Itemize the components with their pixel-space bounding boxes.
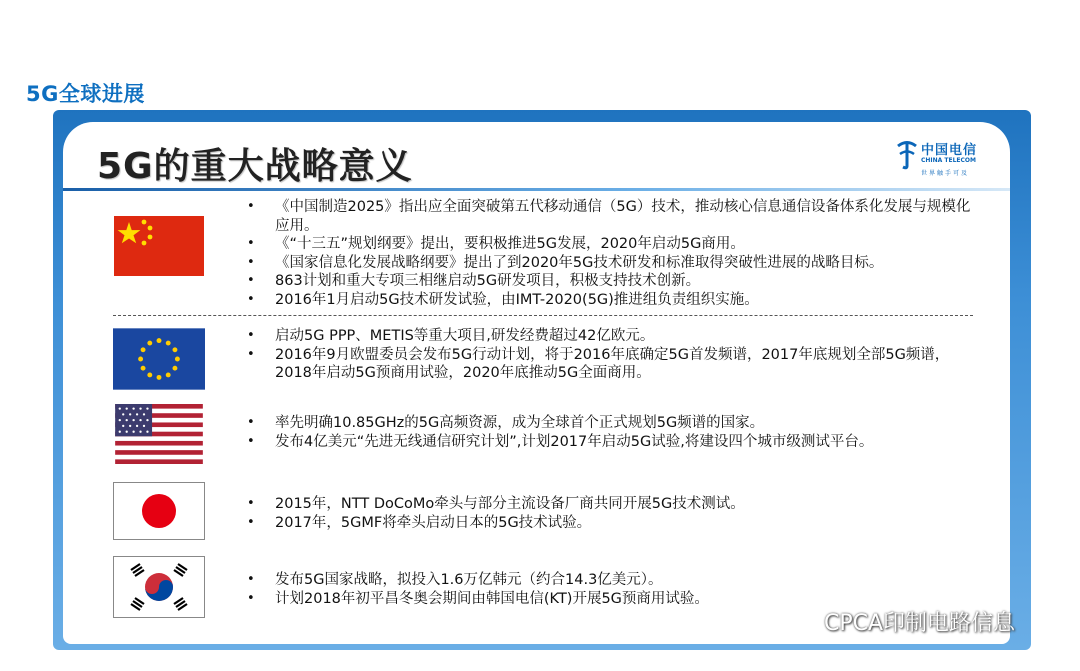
wechat-icon (788, 608, 818, 634)
list-item: • 2016年1月启动5G技术研发试验，由IMT-2020(5G)推进组负责组织实施。 (247, 291, 977, 310)
korea-bullets (247, 571, 977, 608)
korea-flag-icon (113, 556, 205, 618)
eu-bullets (247, 327, 977, 383)
china-telecom-logo (895, 136, 991, 180)
logo-text-cn: 中国电信 (921, 143, 978, 158)
china-bullets (247, 198, 977, 309)
list-item: • 启动5G PPP、METIS等重大项目,研发经费超过42亿欧元。 (247, 327, 977, 346)
china-flag-icon (113, 216, 205, 276)
slide (63, 122, 1010, 644)
logo-text-en: CHINA TELECOM (921, 157, 976, 164)
slide-title: 5G的重大战略意义 (97, 146, 413, 187)
list-item: • 2017年，5GMF将牵头启动日本的5G技术试验。 (247, 514, 977, 533)
list-item: • 《中国制造2025》指出应全面突破第五代移动通信（5G）技术，推动核心信息通信设备体系化发展与规模化应用。 (247, 198, 977, 235)
china-telecom-symbol-icon (895, 140, 919, 170)
list-item: • 863计划和重大专项三相继启动5G研发项目，积极支持技术创新。 (247, 272, 977, 291)
list-item: • 2015年，NTT DoCoMo牵头与部分主流设备厂商共同开展5G技术测试。 (247, 495, 977, 514)
list-item: • 发布5G国家战略，拟投入1.6万亿韩元（约合14.3亿美元）。 (247, 571, 977, 590)
watermark (788, 606, 1015, 636)
watermark-text: CPCA印制电路信息 (824, 610, 1016, 636)
list-item: • 率先明确10.85GHz的5G高频资源，成为全球首个正式规划5G频谱的国家。 (247, 414, 977, 433)
page-heading: 5G全球进展 (26, 82, 145, 106)
usa-bullets (247, 414, 977, 451)
list-item: • 《国家信息化发展战略纲要》提出了到2020年5G技术研发和标准取得突破性进展的战略目标。 (247, 254, 977, 273)
usa-flag-icon (113, 404, 205, 464)
title-underline (63, 188, 1010, 191)
logo-tagline: 世界触手可及 (921, 170, 970, 177)
list-item: • 《“十三五”规划纲要》提出，要积极推进5G发展，2020年启动5G商用。 (247, 235, 977, 254)
section-divider (113, 315, 973, 316)
eu-flag-icon (113, 328, 205, 390)
japan-flag-icon (113, 482, 205, 540)
japan-bullets (247, 495, 977, 532)
list-item: • 发布4亿美元“先进无线通信研究计划”,计划2017年启动5G试验,将建设四个城市级测试平台。 (247, 433, 977, 452)
list-item: • 计划2018年初平昌冬奥会期间由韩国电信(KT)开展5G预商用试验。 (247, 590, 977, 609)
list-item: • 2016年9月欧盟委员会发布5G行动计划，将于2016年底确定5G首发频谱，2017年底规划全部5G频谱，2018年启动5G预商用试验，2020年底推动5G全面商用。 (247, 346, 977, 383)
